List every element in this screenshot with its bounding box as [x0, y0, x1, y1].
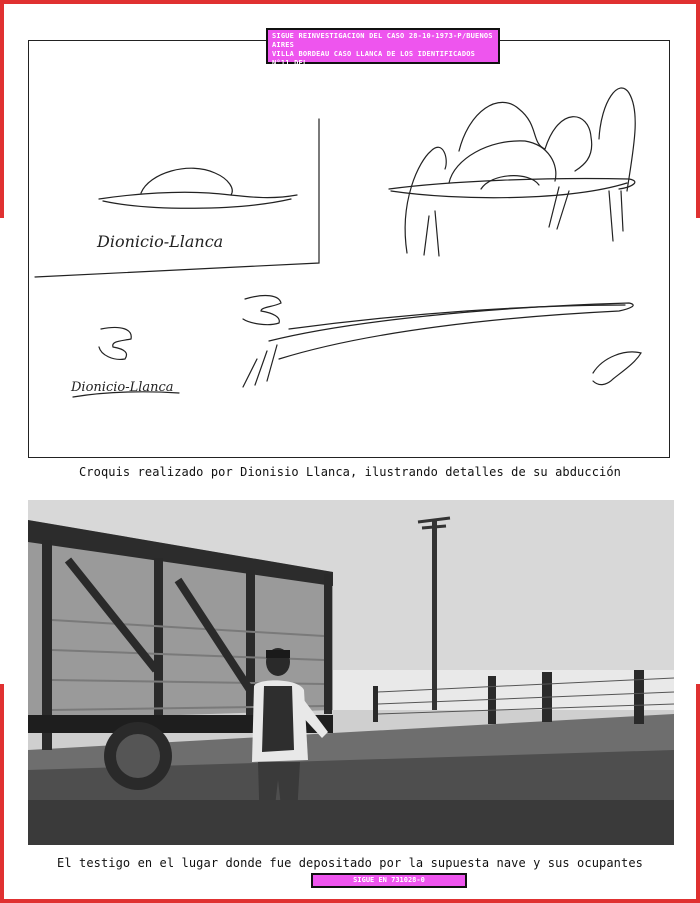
- footer-note: SIGUE EN 731028-0: [311, 873, 467, 888]
- sketch-inner-box: [35, 119, 319, 277]
- witness-photo: [28, 500, 674, 845]
- saucer-right: [389, 178, 635, 189]
- page-border-left: [0, 684, 4, 903]
- header-note-line: VILLA BORDEAU CASO LLANCA DE LOS IDENTIFICADOS N°11 DEL: [272, 50, 476, 67]
- entity-head-lower: [99, 327, 131, 359]
- header-note-line: SIGUE REINVESTIGACION DEL CASO 28-10-1973-P/BUENOS AIRES: [272, 32, 493, 49]
- abduction-sketch: [29, 41, 671, 459]
- sketch-caption: Croquis realizado por Dionisio Llanca, ilustrando detalles de su abducción: [78, 465, 622, 479]
- page-border-top: [0, 0, 700, 4]
- sketch-initials: [593, 352, 641, 385]
- photo-caption: El testigo en el lugar donde fue depositado por la supuesta nave y sus ocupantes: [57, 856, 643, 870]
- saucer-left: [99, 192, 297, 199]
- page-border-right: [696, 684, 700, 903]
- entity-head-upper: [243, 296, 281, 325]
- page-border-bottom: [0, 899, 700, 903]
- header-note: [266, 28, 500, 76]
- witness-photo-scene: [28, 500, 674, 845]
- page-border-right: [696, 0, 700, 218]
- sketch-panel: [28, 40, 670, 458]
- tree-right: [599, 88, 635, 191]
- header-note-line: DR.ROBERTO BANCHS: [272, 68, 348, 76]
- page-border-left: [0, 0, 4, 218]
- tree-middle: [459, 102, 545, 151]
- signature-bottom: Dionicio-Llanca: [71, 380, 174, 395]
- signature-top: Dionicio-Llanca: [97, 232, 224, 251]
